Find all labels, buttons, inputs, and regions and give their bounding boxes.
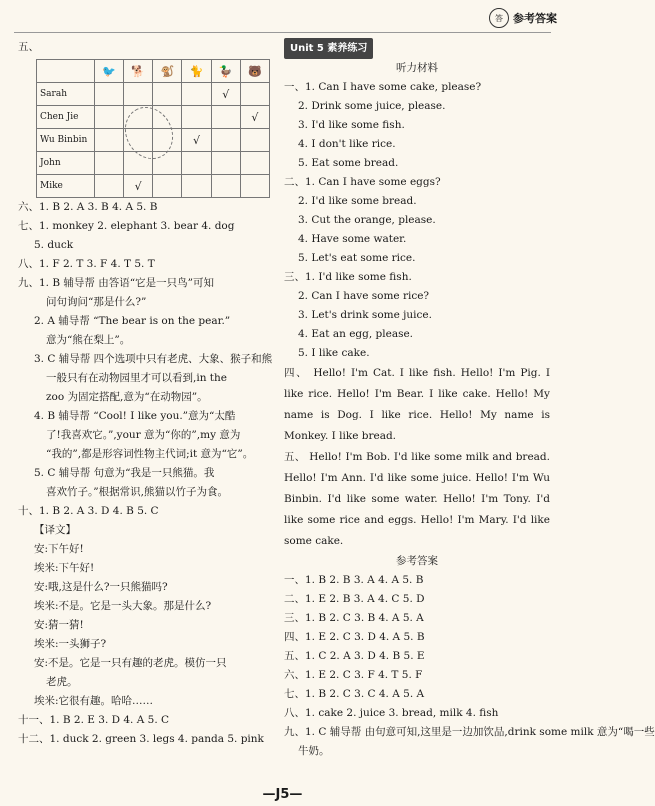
answer-line: 5. duck	[34, 239, 74, 251]
check-cell	[182, 106, 211, 129]
check-cell	[240, 175, 269, 198]
unit-label: Unit 5 素养练习	[284, 38, 373, 59]
header-rule	[14, 32, 551, 33]
answer-line: 九、1. C 辅导帮 由句意可知,这里是一边加饮品,drink some milk 意为“喝一些	[284, 726, 655, 738]
answer-line: “我的”,都是形容词性物主代词;it 意为“它”。	[46, 448, 254, 460]
listening-lines	[284, 78, 550, 363]
cat-icon: 🐈	[182, 60, 211, 83]
check-cell: √	[124, 175, 153, 198]
check-cell	[153, 175, 182, 198]
check-cell	[94, 152, 123, 175]
row-name: Chen Jie	[37, 106, 95, 129]
check-cell	[124, 83, 153, 106]
answer-line: 3. Cut the orange, please.	[298, 214, 436, 226]
check-cell	[211, 152, 240, 175]
answer-line: 4. B 辅导帮 “Cool! I like you.”意为“太酷	[34, 410, 236, 422]
check-cell	[94, 106, 123, 129]
page-header	[489, 8, 557, 28]
listening-para-4: 四、 Hello! I'm Cat. I like fish. Hello! I'm Pig. I like rice. Hello! I'm Bear. I like cake. Hello! My name is Dog. I like rice. Hello! My name is Monkey. I like bread.	[284, 367, 550, 442]
check-cell	[211, 129, 240, 152]
table-row	[37, 175, 270, 198]
answer-line: 3. C 辅导帮 四个选项中只有老虎、大象、猴子和熊	[34, 353, 273, 365]
check-cell	[94, 175, 123, 198]
answer-line: 安:下午好!	[34, 543, 84, 555]
check-cell	[182, 83, 211, 106]
answer-line: 了!我喜欢它。”,your 意为“你的”,my 意为	[46, 429, 241, 441]
answers-title: 参考答案	[396, 555, 438, 567]
row-name: Wu Binbin	[37, 129, 95, 152]
answer-line: 2. Drink some juice, please.	[298, 100, 446, 112]
bear-icon: 🐻	[240, 60, 269, 83]
check-cell	[211, 175, 240, 198]
answer-line: 六、1. E 2. C 3. F 4. T 5. F	[284, 669, 423, 681]
answer-line: 3. Let's drink some juice.	[298, 309, 432, 321]
right-column	[284, 38, 655, 761]
monkey-icon: 🐒	[153, 60, 182, 83]
answer-lines	[284, 571, 655, 761]
answer-line: 安:不是。它是一只有趣的老虎。模仿一只	[34, 657, 227, 669]
page-number: —J5—	[262, 787, 303, 802]
table-row	[37, 83, 270, 106]
answer-line: 埃米:它很有趣。哈哈……	[34, 695, 154, 707]
answer-logo-icon: 答	[489, 8, 509, 28]
check-cell: √	[240, 106, 269, 129]
answer-line: 十二、1. duck 2. green 3. legs 4. panda 5. pink	[18, 733, 264, 745]
answer-line: 3. I'd like some fish.	[298, 119, 405, 131]
row-name: Sarah	[37, 83, 95, 106]
answer-line: 一般只有在动物园里才可以看到,in the	[46, 372, 227, 384]
listening-para-5: 五、 Hello! I'm Bob. I'd like some milk and bread. Hello! I'm Ann. I'd like some juice. Hello! I'm Wu Binbin. I'd like some water. Hello! I'm Tony. I'd like some rice and eggs. Hello! I'm Mary. I'd like some cake.	[284, 451, 550, 547]
listening-title: 听力材料	[396, 62, 438, 74]
answer-line: 十、1. B 2. A 3. D 4. B 5. C	[18, 505, 159, 517]
answer-line: 七、1. B 2. C 3. C 4. A 5. A	[284, 688, 425, 700]
check-cell	[94, 129, 123, 152]
answer-line: 八、1. cake 2. juice 3. bread, milk 4. fish	[284, 707, 499, 719]
check-cell: √	[211, 83, 240, 106]
check-cell	[240, 152, 269, 175]
answer-line: 喜欢竹子。”根据常识,熊猫以竹子为食。	[46, 486, 228, 498]
check-cell	[211, 106, 240, 129]
row-name: Mike	[37, 175, 95, 198]
answer-line: 5. Let's eat some rice.	[298, 252, 416, 264]
answer-line: 六、1. B 2. A 3. B 4. A 5. B	[18, 201, 158, 213]
answer-line: 5. Eat some bread.	[298, 157, 399, 169]
answer-line: 三、1. B 2. C 3. B 4. A 5. A	[284, 612, 424, 624]
check-cell	[182, 175, 211, 198]
answer-line: 2. A 辅导帮 “The bear is on the pear.”	[34, 315, 231, 327]
answer-line: 十一、1. B 2. E 3. D 4. A 5. C	[18, 714, 170, 726]
section-5-label: 五、	[18, 41, 39, 53]
table-header-row	[37, 60, 270, 83]
answer-line: 四、1. E 2. C 3. D 4. A 5. B	[284, 631, 425, 643]
answer-line: 老虎。	[46, 676, 78, 688]
answer-line: 2. Can I have some rice?	[298, 290, 430, 302]
answer-line: 三、1. I'd like some fish.	[284, 271, 412, 283]
answer-line: 五、1. C 2. A 3. D 4. B 5. E	[284, 650, 425, 662]
answer-line: 七、1. monkey 2. elephant 3. bear 4. dog	[18, 220, 235, 232]
answer-line: 4. Have some water.	[298, 233, 407, 245]
answer-line: 意为“熊在梨上”。	[46, 334, 131, 346]
bird-icon: 🐦	[94, 60, 123, 83]
answer-line: 问句询问“那是什么?”	[46, 296, 147, 308]
left-answers	[18, 198, 273, 749]
row-name: John	[37, 152, 95, 175]
answer-line: zoo 为固定搭配,意为“在动物园”。	[46, 391, 208, 403]
answer-line: 二、1. E 2. B 3. A 4. C 5. D	[284, 593, 425, 605]
answer-line: 5. C 辅导帮 句意为“我是一只熊猫。我	[34, 467, 215, 479]
answer-line: 二、1. Can I have some eggs?	[284, 176, 441, 188]
answer-line: 4. Eat an egg, please.	[298, 328, 414, 340]
dog-icon: 🐕	[124, 60, 153, 83]
answer-line: 牛奶。	[298, 745, 330, 757]
check-cell	[153, 83, 182, 106]
check-cell	[182, 152, 211, 175]
check-cell: √	[182, 129, 211, 152]
answer-line: 【译文】	[34, 524, 76, 536]
answer-line: 埃米:下午好!	[34, 562, 95, 574]
answer-line: 八、1. F 2. T 3. F 4. T 5. T	[18, 258, 155, 270]
answer-line: 九、1. B 辅导帮 由答语“它是一只鸟”可知	[18, 277, 214, 289]
header-title: 参考答案	[513, 12, 557, 25]
answer-line: 4. I don't like rice.	[298, 138, 396, 150]
answer-line: 埃米:一头狮子?	[34, 638, 107, 650]
answer-line: 安:猜一猜!	[34, 619, 84, 631]
answer-line: 一、1. B 2. B 3. A 4. A 5. B	[284, 574, 424, 586]
check-cell	[94, 83, 123, 106]
duck-icon: 🦆	[211, 60, 240, 83]
check-cell	[240, 83, 269, 106]
answer-line: 2. I'd like some bread.	[298, 195, 417, 207]
answer-line: 5. I like cake.	[298, 347, 370, 359]
answer-line: 安:哦,这是什么?一只熊猫吗?	[34, 581, 168, 593]
answer-line: 埃米:不是。它是一头大象。那是什么?	[34, 600, 212, 612]
check-cell	[240, 129, 269, 152]
answer-line: 一、1. Can I have some cake, please?	[284, 81, 482, 93]
